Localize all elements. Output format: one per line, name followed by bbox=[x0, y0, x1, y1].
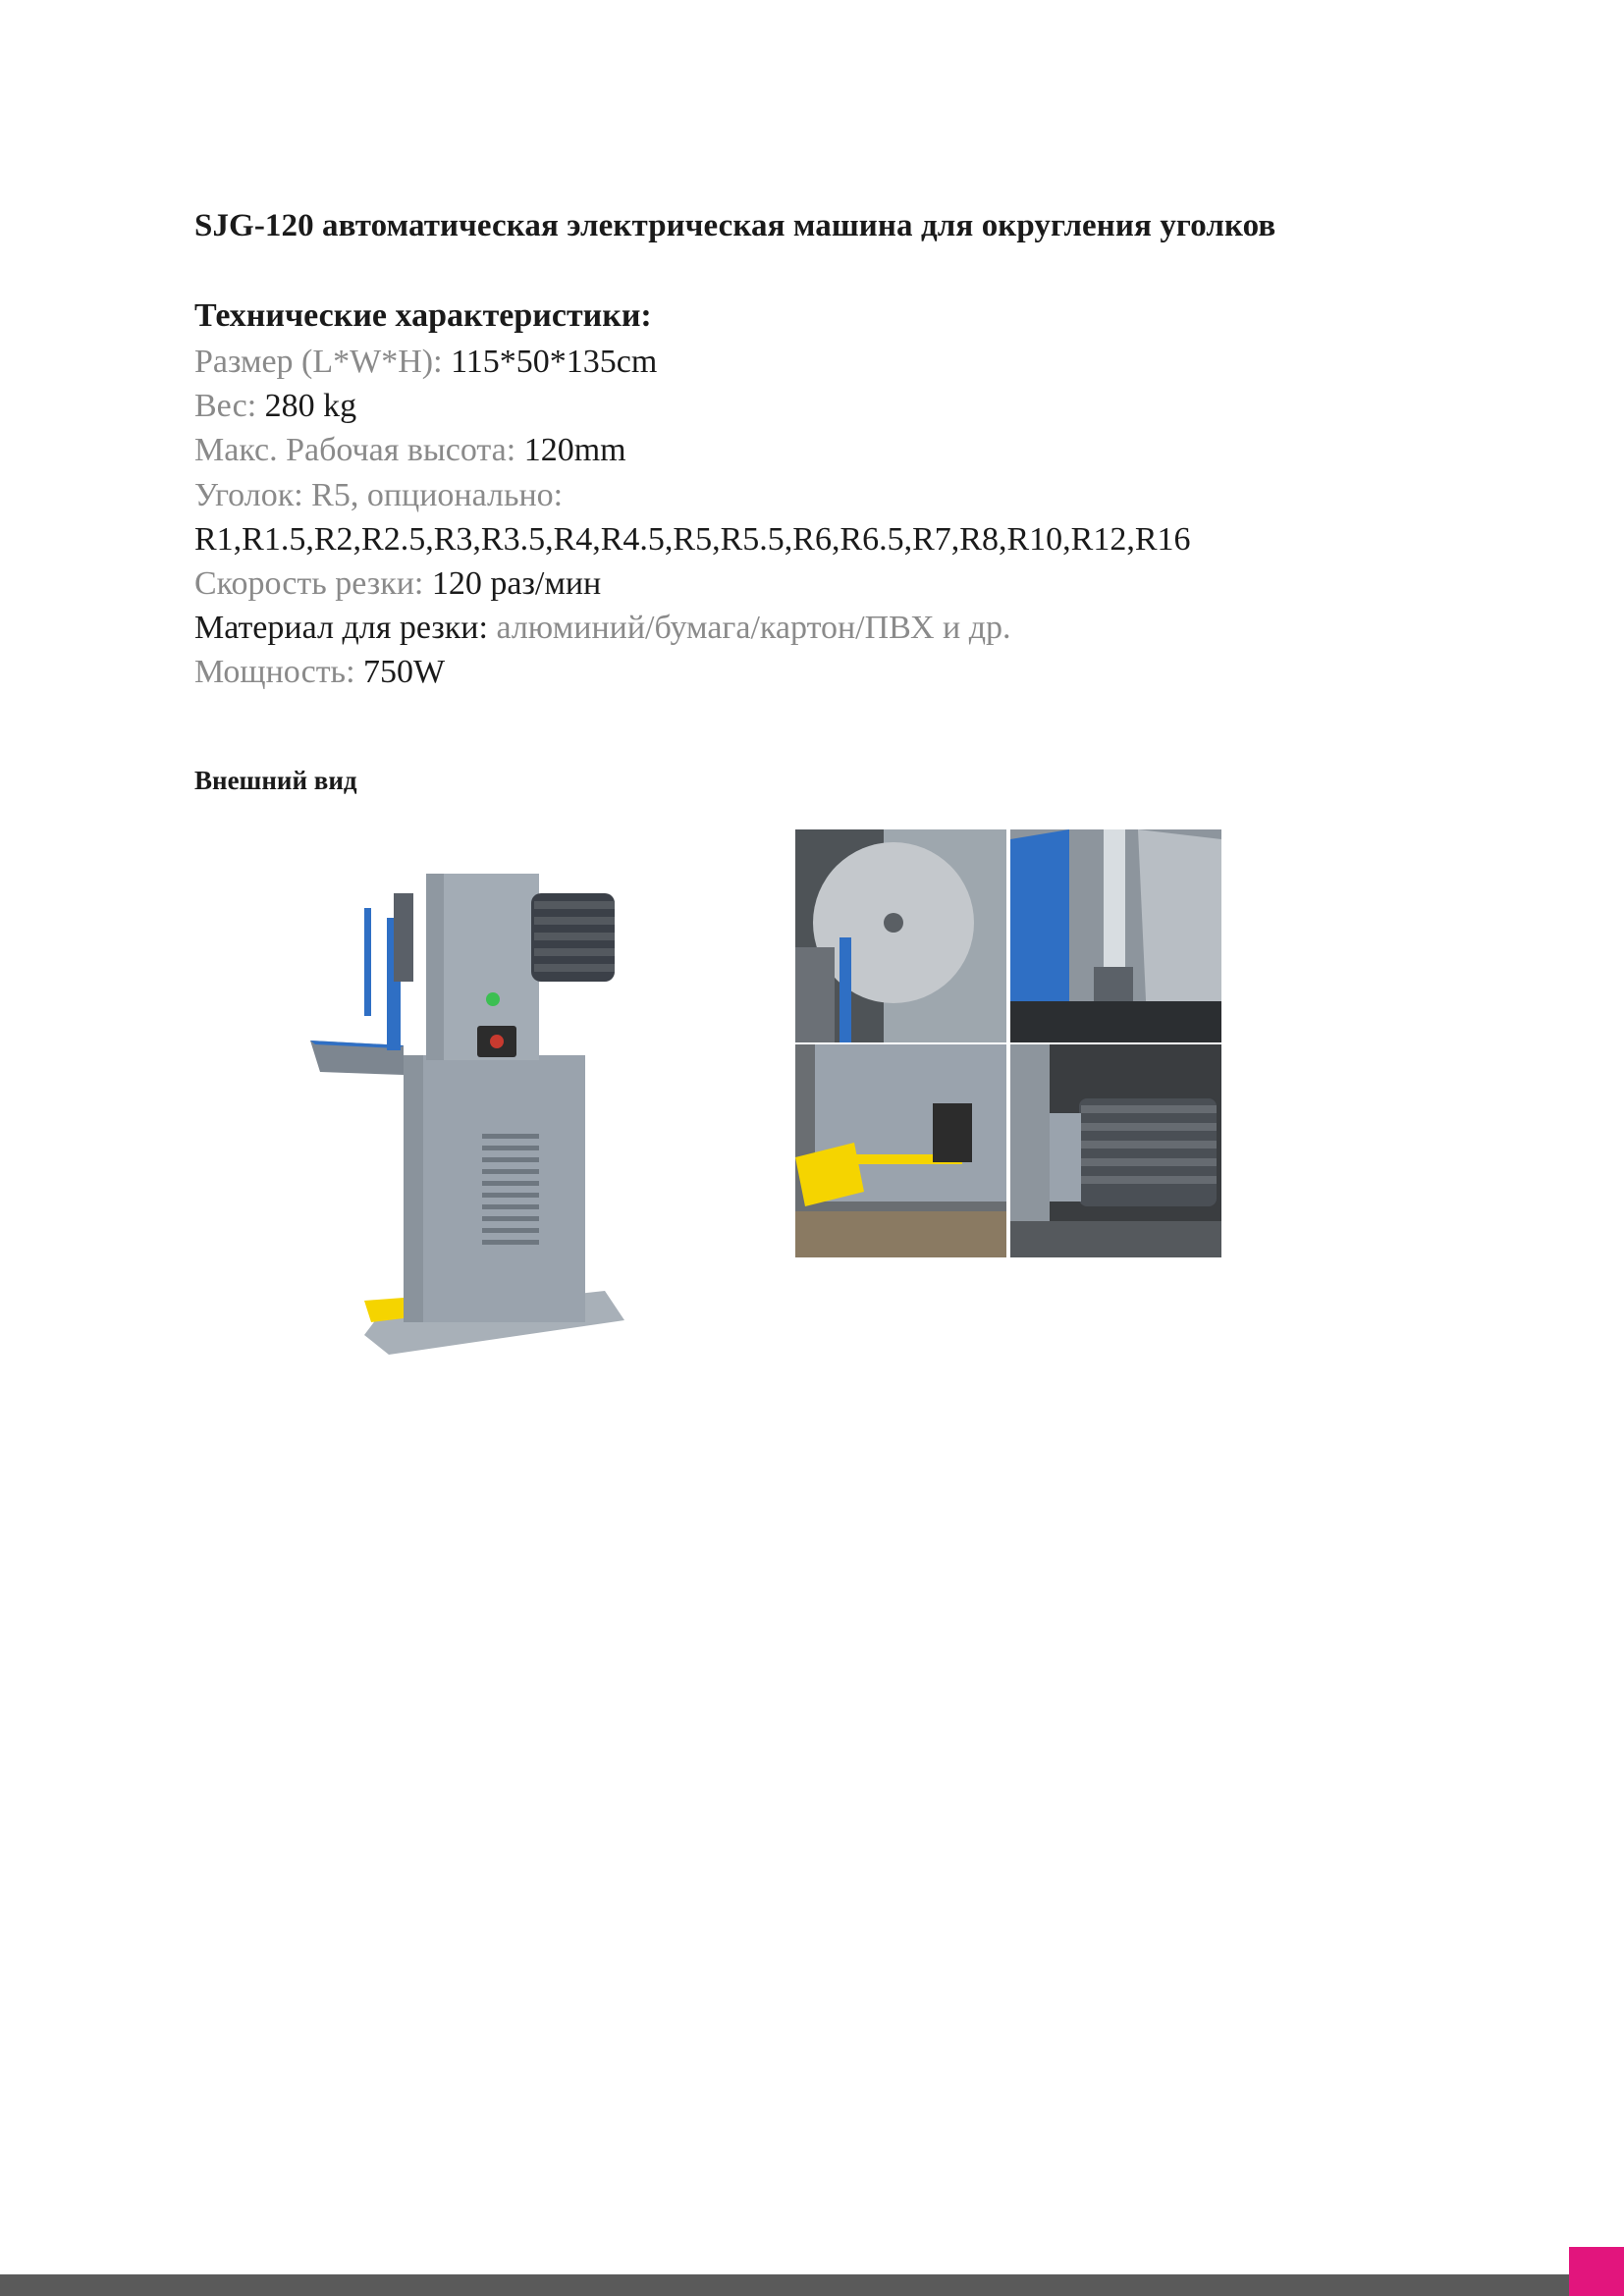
detail-photo-motor bbox=[1010, 1044, 1221, 1257]
spec-material bbox=[194, 606, 1191, 650]
spec-label: Материал для резки bbox=[194, 610, 479, 647]
spec-value: 750W bbox=[363, 654, 446, 691]
spec-label: Размер (L*W*H): bbox=[194, 344, 452, 380]
detail-photo-pedal bbox=[795, 1044, 1006, 1257]
spec-label: Макс. Рабочая высота: bbox=[194, 432, 524, 469]
spec-label: Вес: bbox=[194, 388, 265, 425]
spec-label: Мощность: bbox=[194, 654, 364, 691]
spec-extra: алюминий/бумага/картон/ПВХ и др. bbox=[496, 610, 1011, 647]
spec-value: : bbox=[478, 610, 497, 647]
spec-value: 120 раз/мин bbox=[431, 565, 602, 603]
spec-value: R1,R1.5,R2,R2.5,R3,R3.5,R4,R4.5,R5,R5.5,R6,R6.5,R7,R8,R10,R12,R16 bbox=[194, 520, 1191, 558]
specs-list bbox=[194, 340, 1191, 695]
spec-weight bbox=[194, 384, 1191, 428]
appearance-heading: Внешний вид bbox=[194, 766, 357, 795]
spec-size bbox=[194, 340, 1191, 384]
detail-photo-punch bbox=[1010, 829, 1221, 1042]
machine-photo bbox=[310, 854, 634, 1364]
spec-label: Скорость резки: bbox=[194, 565, 432, 603]
spec-label: Уголок: R5, опционально: bbox=[194, 476, 564, 513]
spec-value: 115*50*135cm bbox=[451, 344, 658, 380]
specs-heading: Технические характеристики: bbox=[194, 297, 652, 334]
spec-cutting-speed bbox=[194, 561, 1191, 606]
document-title: SJG-120 автоматическая электрическая машина для округления уголков bbox=[194, 208, 1276, 243]
spec-power bbox=[194, 650, 1191, 694]
footer-bar bbox=[0, 2274, 1569, 2296]
spec-value: 120mm bbox=[523, 432, 626, 469]
spec-value: 280 kg bbox=[264, 388, 357, 425]
spec-corner bbox=[194, 473, 1191, 517]
spec-max-height bbox=[194, 428, 1191, 472]
detail-photo-blade bbox=[795, 829, 1006, 1042]
detail-photo-grid bbox=[795, 829, 1221, 1257]
footer-accent-block bbox=[1569, 2247, 1624, 2296]
spec-corner-options bbox=[194, 517, 1191, 561]
